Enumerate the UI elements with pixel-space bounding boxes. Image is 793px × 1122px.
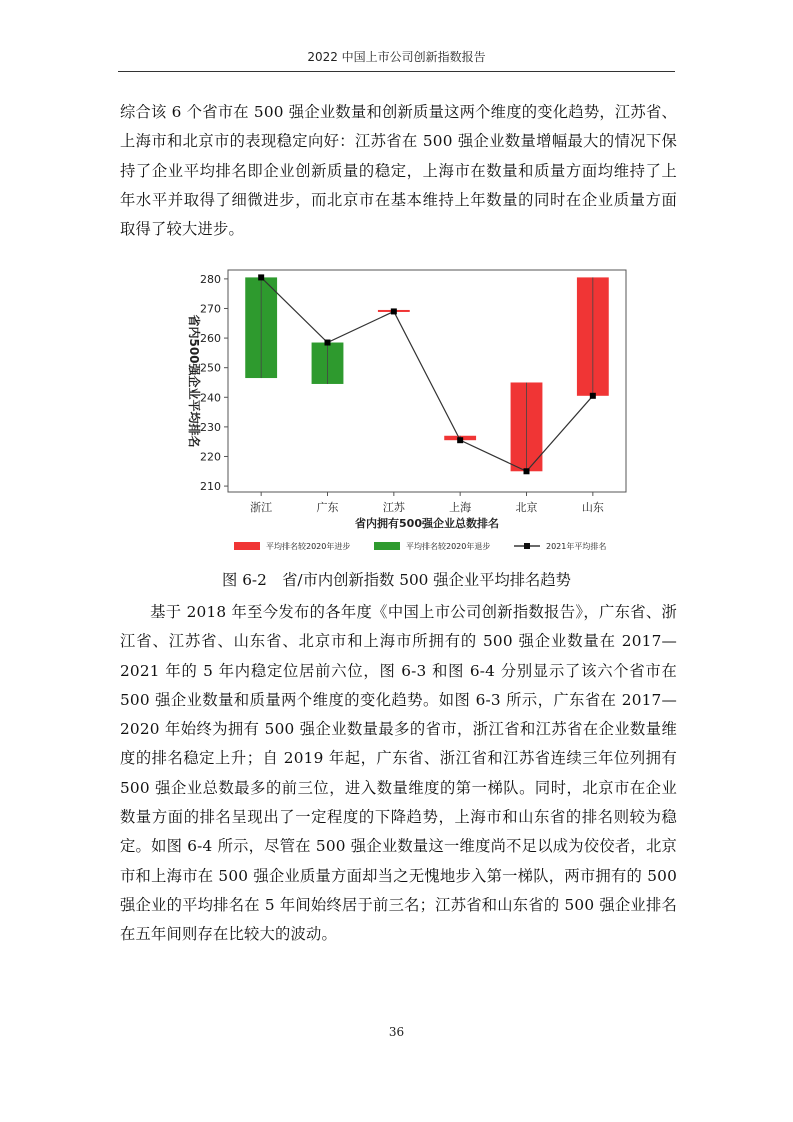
legend-swatch <box>374 542 400 550</box>
page-header: 2022 中国上市公司创新指数报告 <box>307 50 486 64</box>
y-tick-label: 240 <box>200 391 221 405</box>
y-tick-label: 210 <box>200 480 221 494</box>
paragraph-2 <box>120 598 677 950</box>
x-tick-label: 江苏 <box>382 501 405 514</box>
x-axis-label: 省内拥有500强企业总数排名 <box>355 517 499 530</box>
y-axis-label: 省内500强企业平均排名 <box>187 314 201 448</box>
legend-marker <box>524 543 530 549</box>
y-tick-label: 250 <box>200 361 221 375</box>
paragraph-2-text: 基于 2018 年至今发布的各年度《中国上市公司创新指数报告》，广东省、浙江省、江苏省、山东省、北京市和上海市所拥有的 500 强企业数量在 2017—2021 年的 5 年内稳定位居前六位，图 6-3 和图 6-4 分别显示了该六个省市在 500 强企业数量和质量两个维度的变化趋势。如图 6-3 所示，广东省在 2017—2020 年始终为拥有 500 强企业数量最多的省市，浙江省和江苏省在企业数量维度的排名稳定上升；自 2019 年起，广东省、浙江省和江苏省连续三年位列拥有 500 强企业总数最多的前三位，进入数量维度的第一梯队。同时，北京市在企业数量方面的排名呈现出了一定程度的下降趋势，上海市和山东省的排名则较为稳定。如图 6-4 所示，尽管在 500 强企业数量这一维度尚不足以成为佼佼者，北京市和上海市在 500 强企业质量方面却当之无愧地步入第一梯队，两市拥有的 500 强企业的平均排名在 5 年间始终居于前三名；江苏省和山东省的 500 强企业排名在五年间则存在比较大的波动。 <box>120 603 677 944</box>
y-tick-label: 270 <box>200 302 221 316</box>
x-tick-label: 广东 <box>316 501 339 514</box>
legend-label: 2021年平均排名 <box>546 542 607 551</box>
y-tick-label: 260 <box>200 332 221 346</box>
line-point <box>391 308 397 314</box>
page-number: 36 <box>388 1025 405 1039</box>
x-tick-label: 北京 <box>515 501 538 514</box>
line-point <box>258 274 264 280</box>
legend-swatch <box>234 542 260 550</box>
legend-label: 平均排名较2020年退步 <box>406 542 491 551</box>
y-tick-label: 280 <box>200 272 221 286</box>
line-point <box>325 340 331 346</box>
y-tick-label: 230 <box>200 420 221 434</box>
figure-caption: 图 6-2 省/市内创新指数 500 强企业平均排名趋势 <box>222 571 571 589</box>
y-tick-label: 220 <box>200 450 221 464</box>
header-rule <box>118 71 675 72</box>
x-tick-label: 上海 <box>449 501 472 514</box>
paragraph-1: 综合该 6 个省市在 500 强企业数量和创新质量这两个维度的变化趋势，江苏省、上海市和北京市的表现稳定向好：江苏省在 500 强企业数量增幅最大的情况下保持了企业平均排名即企业创新质量的稳定，上海市在数量和质量方面均维持了上年水平并取得了细微进步，而北京市在基本维持上年数量的同时在企业质量方面取得了较大进步。 <box>120 103 677 239</box>
chart-svg <box>172 266 632 561</box>
line-point <box>457 437 463 443</box>
line-point <box>524 468 530 474</box>
legend-label: 平均排名较2020年进步 <box>266 542 351 551</box>
x-tick-label: 山东 <box>581 501 604 514</box>
line-point <box>590 393 596 399</box>
series-line-2021 <box>261 277 593 471</box>
figure-chart <box>172 266 632 561</box>
x-tick-label: 浙江 <box>250 501 273 514</box>
